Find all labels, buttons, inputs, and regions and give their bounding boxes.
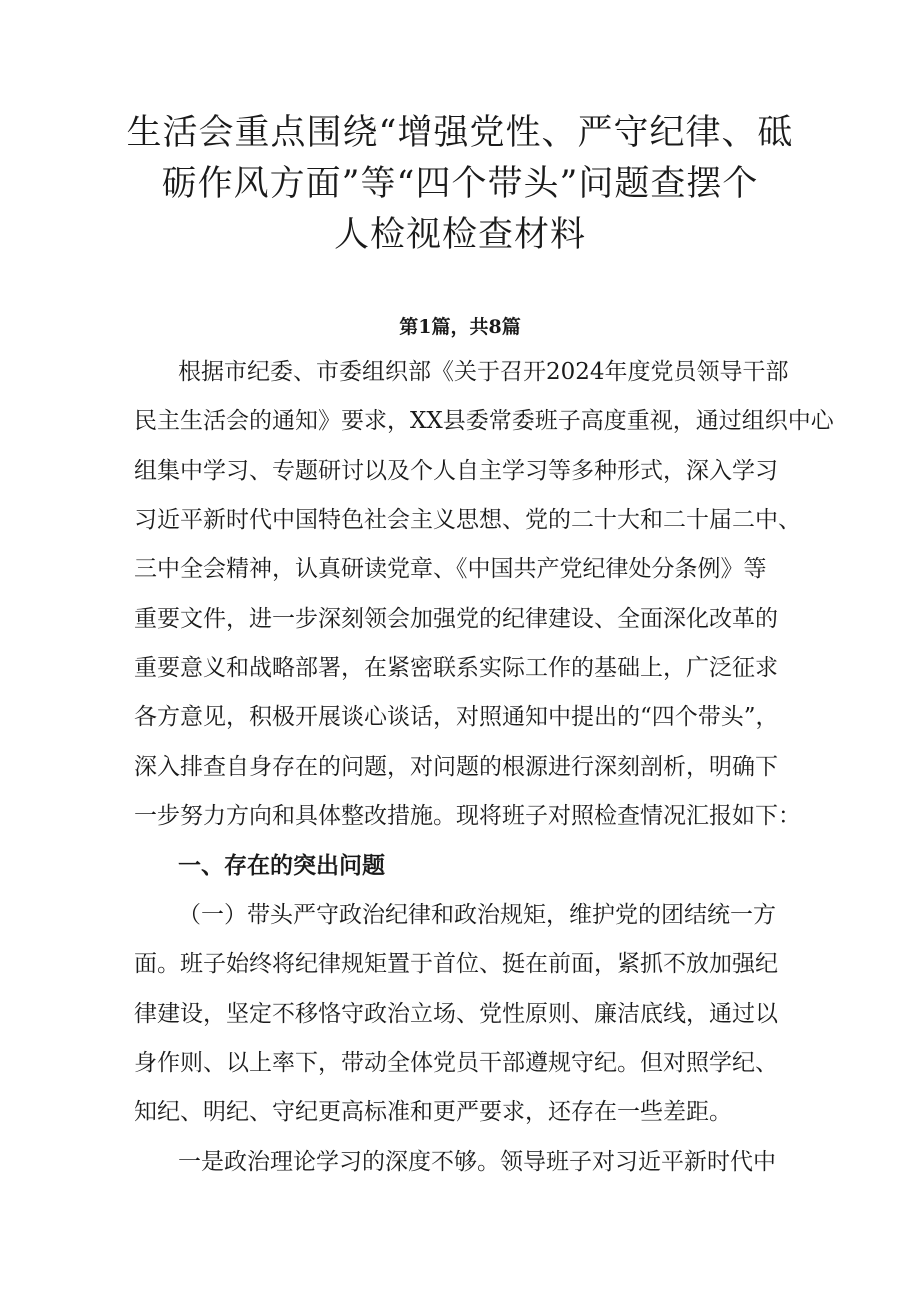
paragraph-line: 面。班子始终将纪律规矩置于首位、挺在前面，紧抓不放加强纪 bbox=[134, 951, 778, 977]
paragraph-line: 各方意见，积极开展谈心谈话，对照通知中提出的“四个带头”， bbox=[134, 704, 779, 730]
paragraph-line: 三中全会精神，认真研读党章、《中国共产党纪律处分条例》等 bbox=[134, 556, 767, 582]
paragraph-line: 一步努力方向和具体整改措施。现将班子对照检查情况汇报如下： bbox=[134, 803, 801, 829]
paragraph-line: 一是政治理论学习的深度不够。领导班子对习近平新时代中 bbox=[178, 1149, 776, 1175]
paragraph-line: 知纪、明纪、守纪更高标准和更严要求，还存在一些差距。 bbox=[134, 1099, 732, 1125]
paragraph-line: 习近平新时代中国特色社会主义思想、党的二十大和二十届二中、 bbox=[134, 507, 801, 533]
paragraph-line: 组集中学习、专题研讨以及个人自主学习等多种形式，深入学习 bbox=[134, 458, 778, 484]
section-heading: 一、存在的突出问题 bbox=[178, 853, 385, 879]
document-title bbox=[120, 108, 800, 261]
paragraph-line: 律建设，坚定不移恪守政治立场、党性原则、廉洁底线，通过以 bbox=[134, 1001, 778, 1027]
title-line: 生活会重点围绕“增强党性、严守纪律、砥 bbox=[126, 113, 794, 153]
paragraph-line: 根据市纪委、市委组织部《关于召开2024年度党员领导干部 bbox=[178, 359, 789, 385]
paragraph-line: 重要意义和战略部署，在紧密联系实际工作的基础上，广泛征求 bbox=[134, 655, 778, 681]
paragraph-line: 重要文件，进一步深刻领会加强党的纪律建设、全面深化改革的 bbox=[134, 606, 778, 632]
paragraph-line: 身作则、以上率下，带动全体党员干部遵规守纪。但对照学纪、 bbox=[134, 1050, 778, 1076]
paragraph-line: （一）带头严守政治纪律和政治规矩，维护党的团结统一方 bbox=[178, 902, 776, 928]
paragraph-line: 民主生活会的通知》要求，XX县委常委班子高度重视，通过组织中心 bbox=[134, 408, 834, 434]
title-line: 人检视检查材料 bbox=[333, 215, 586, 255]
title-line: 砺作风方面”等“四个带头”问题查摆个 bbox=[161, 164, 759, 204]
paragraph-line: 深入排查自身存在的问题，对问题的根源进行深刻剖析，明确下 bbox=[134, 754, 778, 780]
document-subtitle: 第1篇，共8篇 bbox=[399, 316, 521, 338]
